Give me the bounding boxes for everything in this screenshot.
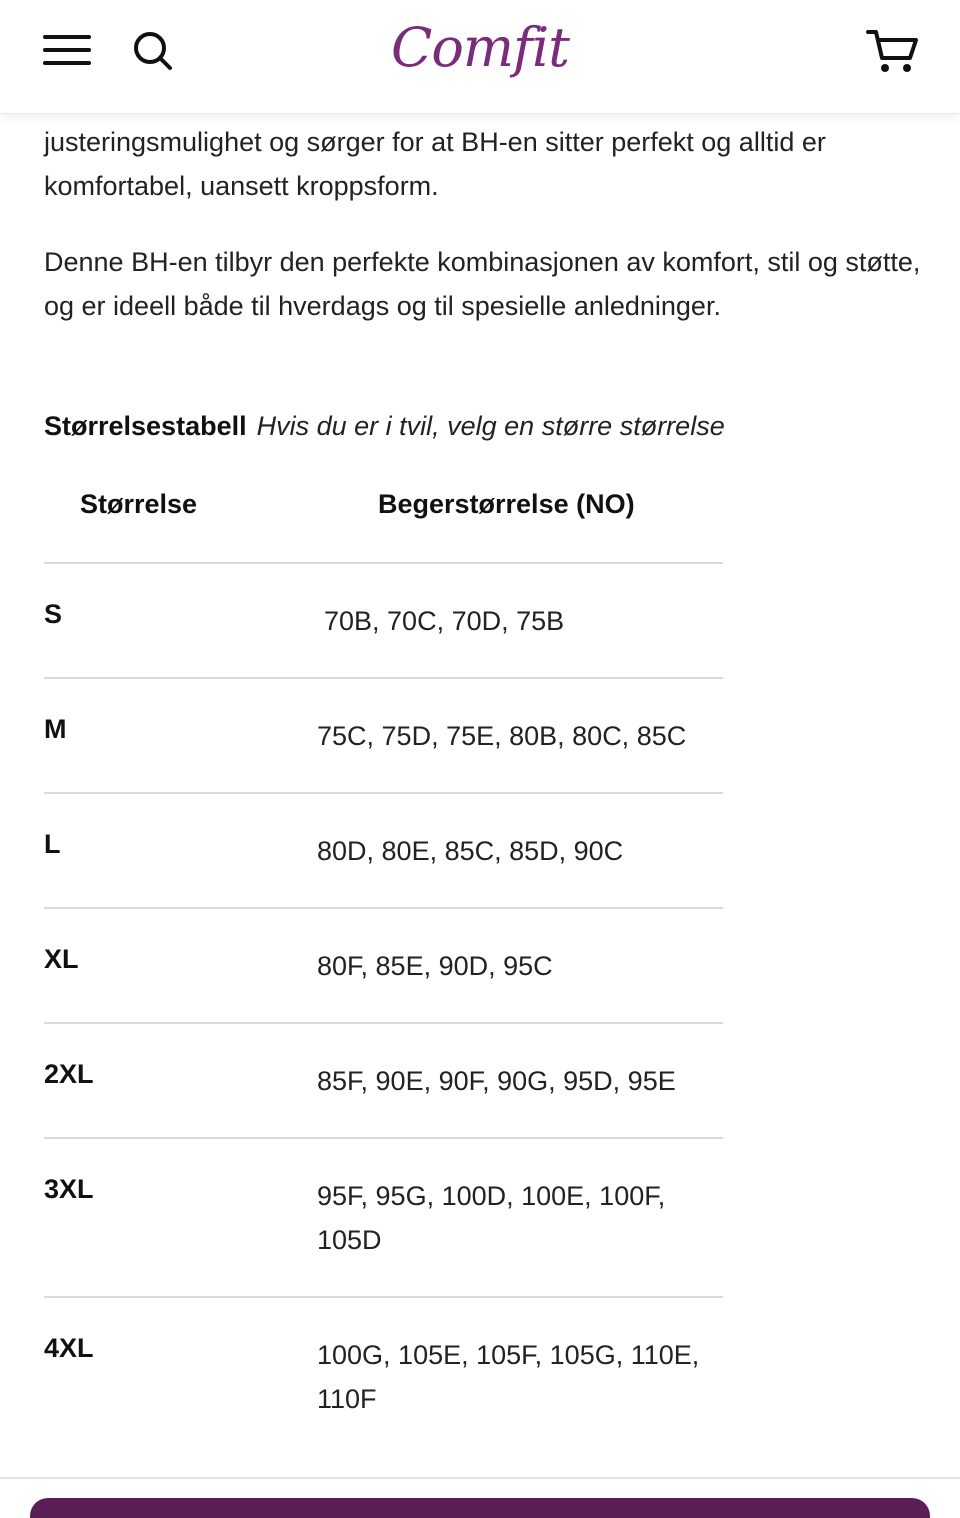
cup-cell: 95F, 95G, 100D, 100E, 100F, 105D	[317, 1181, 666, 1255]
section-divider	[0, 1477, 960, 1479]
search-button[interactable]	[128, 24, 176, 72]
shopping-cart-icon	[862, 24, 922, 76]
description-paragraph-2: Denne BH-en tilbyr den perfekte kombinasjonen av komfort, stil og støtte, og er ideell både til hverdags og til spesielle anledninger.	[44, 247, 921, 321]
table-row	[44, 792, 723, 907]
logo-text: Comfit	[391, 16, 569, 79]
table-row	[44, 677, 723, 792]
cup-cell: 100G, 105E, 105F, 105G, 110E, 110F	[317, 1340, 700, 1414]
search-icon	[128, 24, 176, 72]
cup-cell: 75C, 75D, 75E, 80B, 80C, 85C	[317, 721, 687, 751]
cup-cell: 80D, 80E, 85C, 85D, 90C	[317, 836, 624, 866]
column-header-size: Størrelse	[80, 489, 198, 519]
cup-cell: 85F, 90E, 90F, 90G, 95D, 95E	[317, 1066, 676, 1096]
table-row	[44, 1137, 723, 1296]
add-to-cart-bar[interactable]	[30, 1498, 930, 1518]
cup-cell: 80F, 85E, 90D, 95C	[317, 951, 553, 981]
table-row	[44, 907, 723, 1022]
cart-button[interactable]	[862, 24, 922, 76]
size-table-heading	[44, 404, 725, 448]
table-row	[44, 1022, 723, 1137]
size-cell: S	[44, 599, 63, 629]
size-cell: L	[44, 829, 61, 859]
size-table	[44, 562, 723, 1455]
site-header	[0, 0, 960, 114]
cup-cell: 70B, 70C, 70D, 75B	[324, 606, 565, 636]
description-paragraph-1: justeringsmulighet og sørger for at BH-en sitter perfekt og alltid er komfortabel, uansett kroppsform.	[44, 127, 826, 201]
column-header-cup: Begerstørrelse (NO)	[378, 489, 635, 519]
table-row	[44, 1296, 723, 1455]
size-cell: M	[44, 714, 67, 744]
size-cell: XL	[44, 944, 79, 974]
logo[interactable]	[391, 2, 569, 102]
size-table-note: Hvis du er i tvil, velg en større størrelse	[256, 411, 725, 441]
size-cell: 4XL	[44, 1333, 94, 1363]
size-cell: 2XL	[44, 1059, 94, 1089]
size-table-title: Størrelsestabell	[44, 411, 247, 441]
table-row	[44, 562, 723, 677]
size-cell: 3XL	[44, 1174, 94, 1204]
hamburger-menu-icon	[40, 30, 96, 70]
menu-button[interactable]	[40, 30, 96, 70]
